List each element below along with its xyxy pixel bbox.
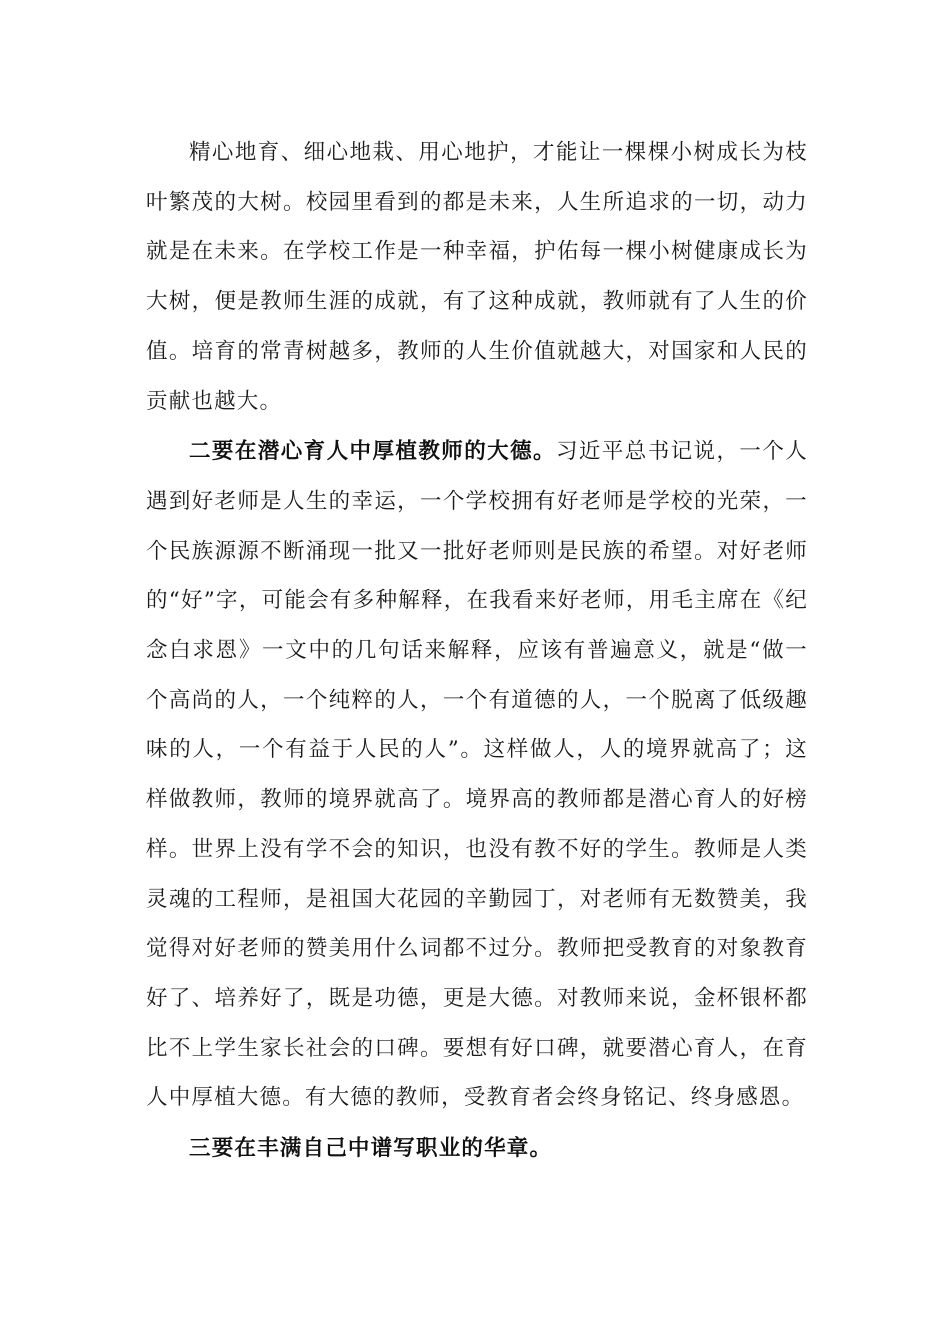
paragraph-3-heading: 三要在丰满自己中谱写职业的华章。 — [189, 1136, 553, 1162]
paragraph-1-text: 精心地育、细心地栽、用心地护，才能让一棵棵小树成长为枝叶繁茂的大树。校园里看到的都是未来，人生所追求的一切，动力就是在未来。在学校工作是一种幸福，护佑每一棵小树健康成长为大树，便是教师生涯的成就，有了这种成就，教师就有了人生的价值。培育的常青树越多，教师的人生价值就越大，对国家和人民的贡献也越大。 — [146, 140, 808, 414]
paragraph-2-text: 习近平总书记说，一个人遇到好老师是人生的幸运，一个学校拥有好老师是学校的光荣，一个民族源源不断涌现一批又一批好老师则是民族的希望。对好老师的“好”字，可能会有多种解释，在我看来好老师，用毛主席在《纪念白求恩》一文中的几句话来解释，应该有普遍意义，就是“做一个高尚的人，一个纯粹的人，一个有道德的人，一个脱离了低级趣味的人，一个有益于人民的人”。这样做人，人的境界就高了；这样做教师，教师的境界就高了。境界高的教师都是潜心育人的好榜样。世界上没有学不会的知识，也没有教不好的学生。教师是人类灵魂的工程师，是祖国大花园的辛勤园丁，对老师有无数赞美，我觉得对好老师的赞美用什么词都不过分。教师把受教育的对象教育好了、培养好了，既是功德，更是大德。对教师来说，金杯银杯都比不上学生家长社会的口碑。要想有好口碑，就要潜心育人，在育人中厚植大德。有大德的教师，受教育者会终身铭记、终身感恩。 — [146, 439, 808, 1111]
paragraph-2-heading: 二要在潜心育人中厚植教师的大德。 — [189, 439, 556, 465]
paragraph-2 — [146, 427, 808, 1123]
document-body — [146, 128, 808, 1174]
paragraph-1 — [146, 128, 808, 426]
paragraph-3 — [146, 1124, 808, 1174]
